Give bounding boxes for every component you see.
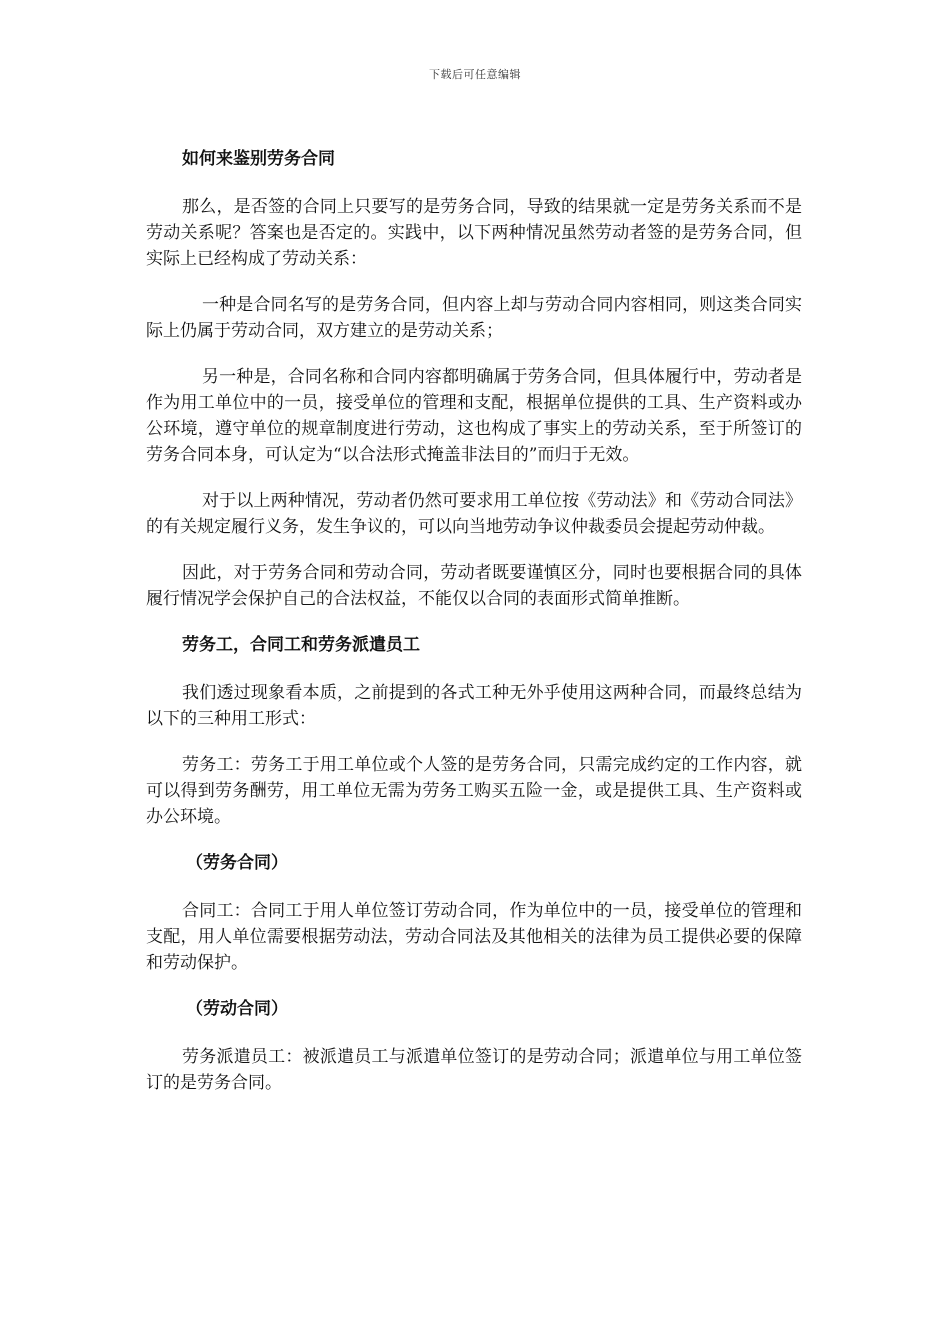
paragraph-8: 合同工：合同工于用人单位签订劳动合同，作为单位中的一员，接受单位的管理和支配，用人单位需要根据劳动法，劳动合同法及其他相关的法律为员工提供必要的保障和劳动保护。	[146, 901, 802, 973]
paragraph-6: 我们透过现象看本质，之前提到的各式工种无外乎使用这两种合同，而最终总结为以下的三种用工形式：	[146, 683, 802, 729]
paragraph-2: 一种是合同名写的是劳务合同，但内容上却与劳动合同内容相同，则这类合同实际上仍属于劳动合同，双方建立的是劳动关系；	[146, 295, 802, 341]
paragraph-3: 另一种是，合同名称和合同内容都明确属于劳务合同，但具体履行中，劳动者是作为用工单位中的一员，接受单位的管理和支配，根据单位提供的工具、生产资料或办公环境，遵守单位的规章制度进行劳动，这也构成了事实上的劳动关系，至于所签订的劳务合同本身，可认定为“以合法形式掩盖非法目的”而归于无效。	[146, 367, 802, 465]
paragraph-4: 对于以上两种情况，劳动者仍然可要求用工单位按《劳动法》和《劳动合同法》的有关规定履行义务，发生争议的，可以向当地劳动争议仲裁委员会提起劳动仲裁。	[146, 491, 802, 537]
paragraph-7: 劳务工：劳务工于用工单位或个人签的是劳务合同，只需完成约定的工作内容，就可以得到劳务酬劳，用工单位无需为劳务工购买五险一金，或是提供工具、生产资料或办公环境。	[146, 755, 802, 827]
header-note: 下载后可任意编辑	[429, 68, 521, 81]
paragraph-5: 因此，对于劳务合同和劳动合同，劳动者既要谨慎区分，同时也要根据合同的具体履行情况学会保护自己的合法权益，不能仅以合同的表面形式简单推断。	[146, 563, 802, 609]
label-labor-contract: （劳动合同）	[186, 999, 288, 1019]
paragraph-9: 劳务派遣员工：被派遣员工与派遣单位签订的是劳动合同；派遣单位与用工单位签订的是劳务合同。	[146, 1047, 802, 1093]
paragraph-1: 那么，是否签的合同上只要写的是劳务合同，导致的结果就一定是劳务关系而不是劳动关系呢？答案也是否定的。实践中，以下两种情况虽然劳动者签的是劳务合同，但实际上已经构成了劳动关系：	[146, 197, 802, 269]
section-heading-worker-types: 劳务工，合同工和劳务派遣员工	[182, 635, 420, 655]
document-body	[146, 146, 802, 1116]
section-heading-identify-labor-service-contract: 如何来鉴别劳务合同	[182, 149, 335, 169]
label-labor-service-contract: （劳务合同）	[186, 853, 288, 873]
